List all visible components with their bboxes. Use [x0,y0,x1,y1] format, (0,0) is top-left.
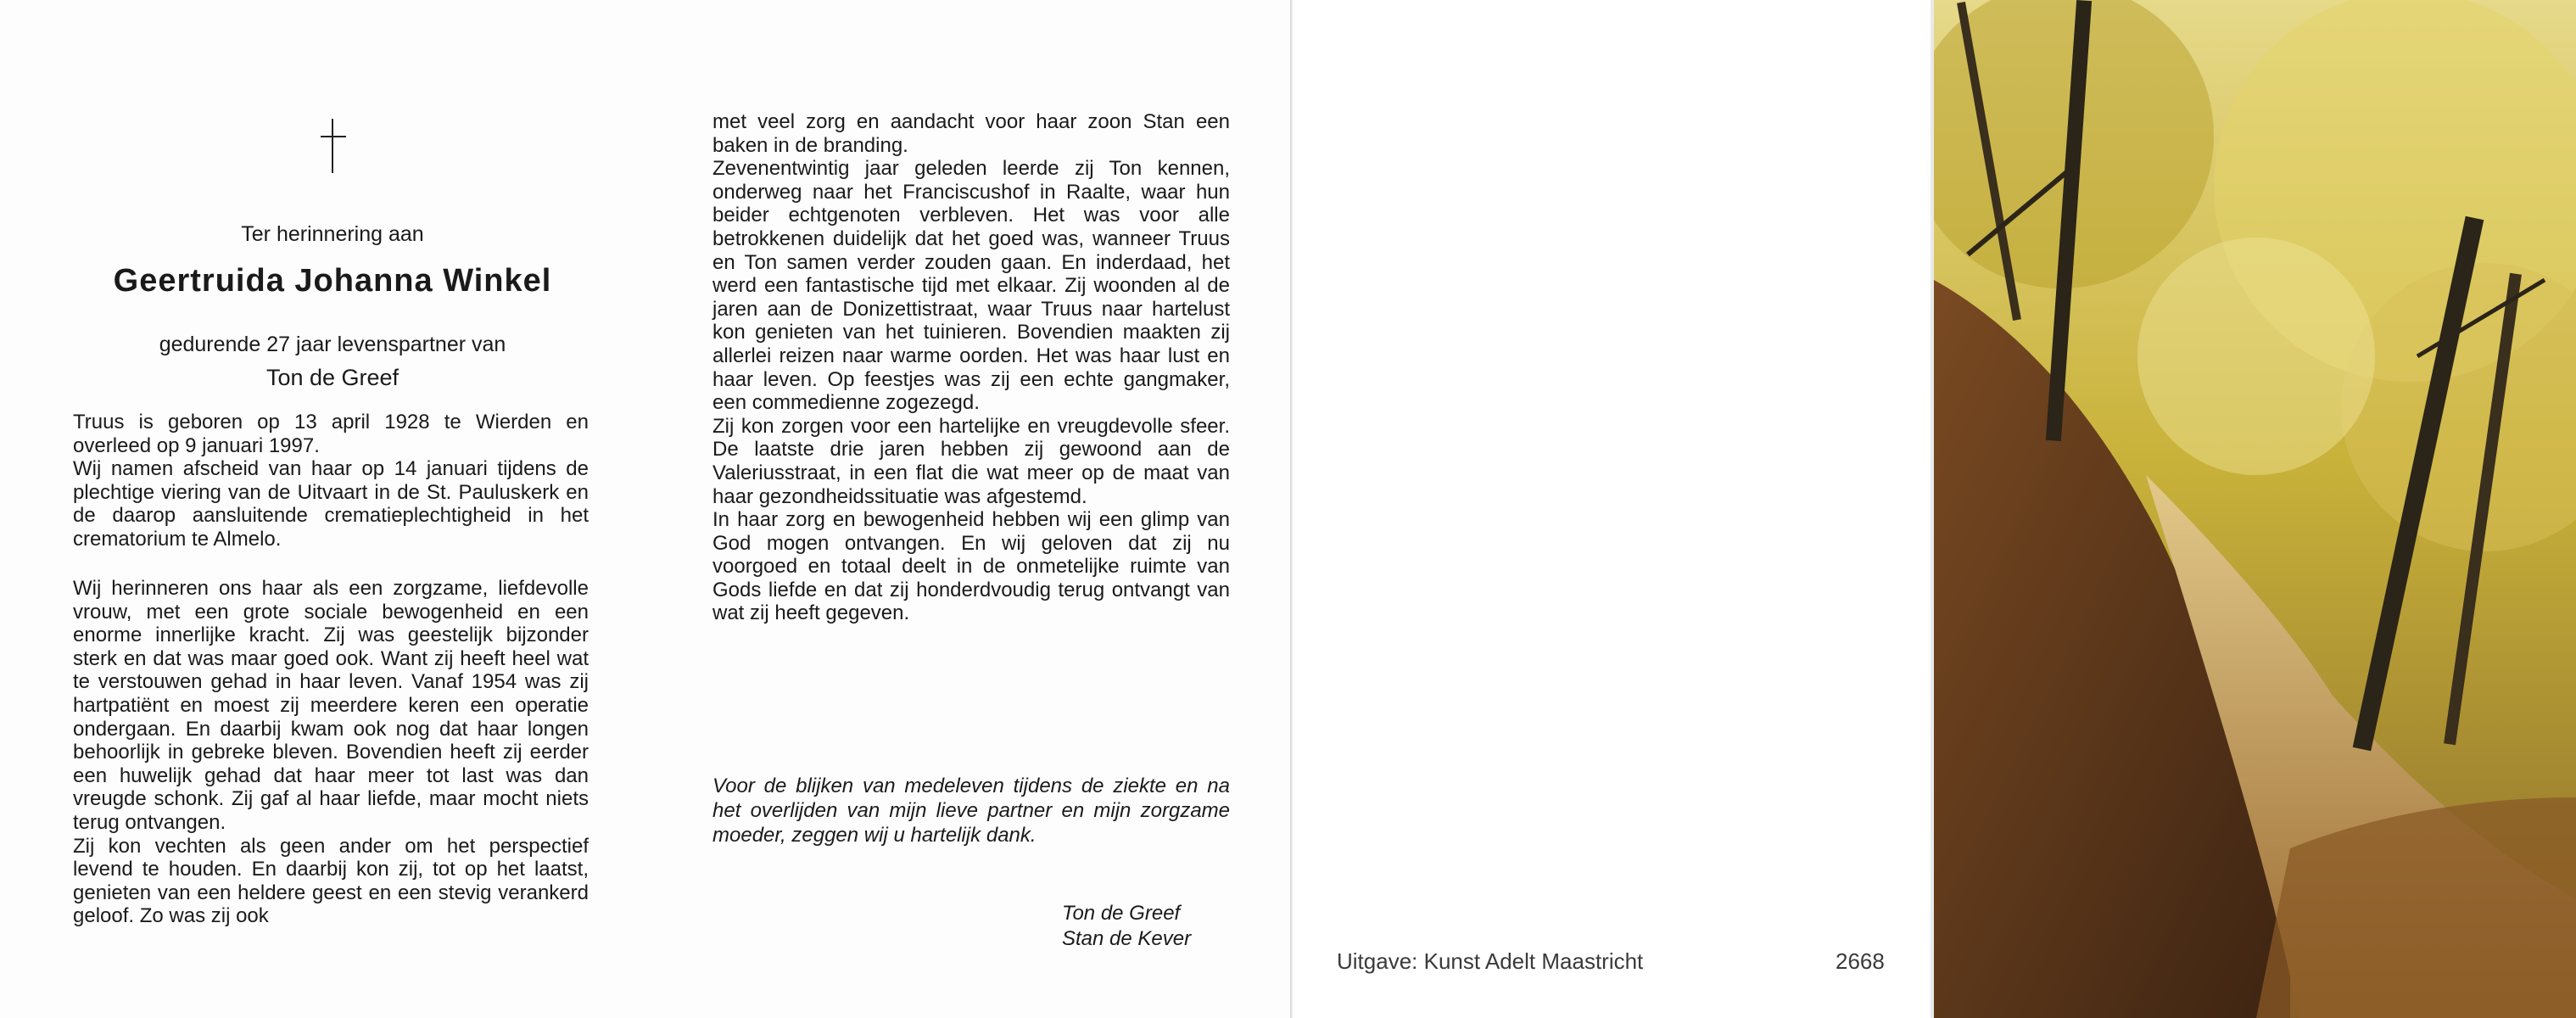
biography-column1-part2 [73,577,589,928]
paragraph: In haar zorg en bewogenheid hebben wij een glimp van God mogen ontvangen. En wij geloven dat zij nu voorgoed en totaal deelt in de onmetelijke ruimte van Gods liefde en dat zij honderdvoudig terug ontvangt van wat zij heeft gegeven. [712,508,1230,625]
cross-icon [321,119,346,173]
forest-photo-panel [1934,0,2576,1018]
intro-line: Ter herinnering aan [241,222,424,246]
paragraph: met veel zorg en aandacht voor haar zoon Stan een baken in de branding. [712,110,1230,157]
signature-name: Stan de Kever [1062,927,1192,950]
card-code: 2668 [1836,948,1885,974]
paragraph: Zij kon zorgen voor een hartelijke en vreugdevolle sfeer. De laatste drie jaren hebben zij gewoond aan de Valeriusstraat, in een flat die wat meer op de maat van haar gezondheidssituatie was afgestemd. [712,414,1230,508]
biography-column2 [712,110,1230,625]
card-back-panel [1293,0,1931,1018]
biography-column1-part1 [73,411,589,551]
paragraph: Wij namen afscheid van haar op 14 januari tijdens de plechtige viering van de Uitvaart in de St. Pauluskerk en de daarop aansluitende crematieplechtigheid in het crematorium te Almelo. [73,457,589,551]
signatures [1062,901,1191,952]
forest-path-photo [1934,0,2576,1018]
thanks-note: Voor de blijken van medeleven tijdens de ziekte en na het overlijden van mijn lieve partner en mijn zorgzame moeder, zeggen wij u hartelijk dank. [712,775,1230,847]
foliage [2137,238,2375,475]
paragraph: Zij kon vechten als geen ander om het perspectief levend te houden. En daarbij kon zij, tot op het laatst, genieten van een heldere geest en een stevig verankerd geloof. Zo was zij ook [73,834,589,928]
paragraph: Wij herinneren ons haar als een zorgzame, liefdevolle vrouw, met een grote sociale bewogenheid en een enorme innerlijke kracht. Zij was geestelijk bijzonder sterk en dat was maar goed ook. Want zij heeft heel wat te verstouwen gehad in haar leven. Vanaf 1954 was zij hartpatiënt en moest zij meerdere keren een operatie ondergaan. En daarbij kwam ook nog dat haar longen behoorlijk in gebreke bleven. Bovendien heeft zij eerder een huwelijk gehad dat haar meer tot last was dan vreugde schonk. Zij gaf al haar liefde, maar mocht niets terug ontvangen. [73,577,589,834]
publisher-line: Uitgave: Kunst Adelt Maastricht [1337,948,1644,974]
deceased-name: Geertruida Johanna Winkel [113,263,552,299]
signature-name: Ton de Greef [1062,902,1181,925]
partner-name: Ton de Greef [265,365,400,390]
partner-of-line: gedurende 27 jaar levenspartner van [159,333,506,356]
paragraph: Zevenentwintig jaar geleden leerde zij Ton kennen, onderweg naar het Franciscushof in Raalte, waar hun beider echtgenoten verbleven. Het was voor alle betrokkenen duidelijk dat het goed was, wanneer Truus en Ton samen verder zouden gaan. En inderdaad, het werd een fantastische tijd met elkaar. Zij woonden al de jaren aan de Donizettistraat, waar Truus naar hartelust kon genieten van het tuinieren. Bovendien maakten zij allerlei reizen naar warme oorden. Het was haar lust en haar leven. Op feestjes was zij een echte gangmaker, een commedienne zogezegd. [712,157,1230,415]
paragraph: Truus is geboren op 13 april 1928 te Wierden en overleed op 9 januari 1997. [73,411,589,457]
